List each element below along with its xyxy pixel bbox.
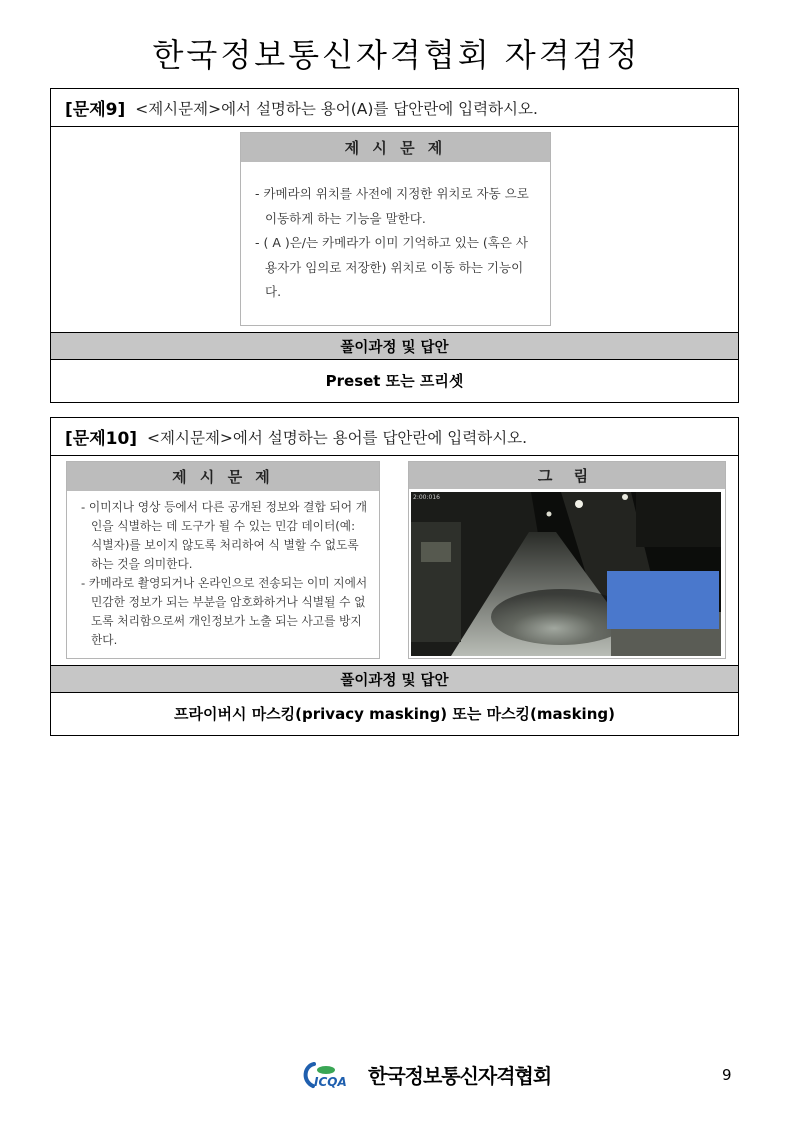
- cctv-timestamp: 2:00:016: [413, 494, 440, 501]
- presented-problem-body: [67, 491, 379, 650]
- question-9-content: [51, 127, 738, 333]
- solution-header: 풀이과정 및 답안: [51, 333, 738, 360]
- page-number: 9: [722, 1066, 732, 1084]
- problem-line: - ( A )은/는 카메라가 이미 기억하고 있는 (혹은 사용자가 임의로 저장한) 위치로 이동 하는 기능이다.: [255, 235, 528, 299]
- icqa-logo-icon: [300, 1061, 362, 1089]
- presented-problem-title: 제 시 문 제: [67, 462, 379, 491]
- page-footer: [0, 1055, 793, 1095]
- question-10-content: [51, 456, 738, 666]
- question-9-box: [50, 88, 739, 403]
- question-9-presented-problem: [240, 132, 551, 326]
- question-10-box: [50, 417, 739, 736]
- question-10-figure: [408, 461, 726, 659]
- question-9-header: [51, 89, 738, 127]
- solution-header: 풀이과정 및 답안: [51, 666, 738, 693]
- question-10-number: [문제10]: [65, 429, 138, 449]
- question-9-number: [문제9]: [65, 100, 126, 120]
- question-10-presented-problem: [66, 461, 380, 659]
- question-10-text: <제시문제>에서 설명하는 용어를 답안란에 입력하시오.: [147, 428, 528, 447]
- figure-title: 그 림: [409, 462, 725, 489]
- answer-text: Preset 또는 프리셋: [325, 371, 464, 390]
- question-10-header: [51, 418, 738, 456]
- footer-org-name: 한국정보통신자격협회: [368, 1064, 552, 1088]
- question-9-text: <제시문제>에서 설명하는 용어(A)를 답안란에 입력하시오.: [135, 99, 538, 118]
- problem-line: - 이미지나 영상 등에서 다른 공개된 정보와 결합 되어 개인을 식별하는 데 도구가 될 수 있는 민감 데이터(예: 식별자)를 보이지 않도록 처리하여 식 별할 수 없도록 하는 것을 의미한다.: [81, 500, 368, 571]
- answer-text: 프라이버시 마스킹(privacy masking) 또는 마스킹(masking): [174, 704, 615, 723]
- problem-line: - 카메라로 촬영되거나 온라인으로 전송되는 이미 지에서 민감한 정보가 되는 부분을 암호화하거나 식별될 수 없도록 처리함으로써 개인정보가 노출 되는 사고를 방지한다.: [81, 576, 368, 647]
- presented-problem-body: [241, 162, 550, 305]
- privacy-mask-rect: [607, 571, 719, 629]
- problem-line: - 카메라의 위치를 사전에 지정한 위치로 자동 으로 이동하게 하는 기능을 말한다.: [255, 186, 529, 226]
- presented-problem-title: 제 시 문 제: [241, 133, 550, 162]
- page-title: 한국정보통신자격협회 자격검정: [152, 36, 641, 74]
- icqa-logo-text: ICQA: [314, 1075, 347, 1089]
- cctv-night-street-photo: [411, 492, 721, 656]
